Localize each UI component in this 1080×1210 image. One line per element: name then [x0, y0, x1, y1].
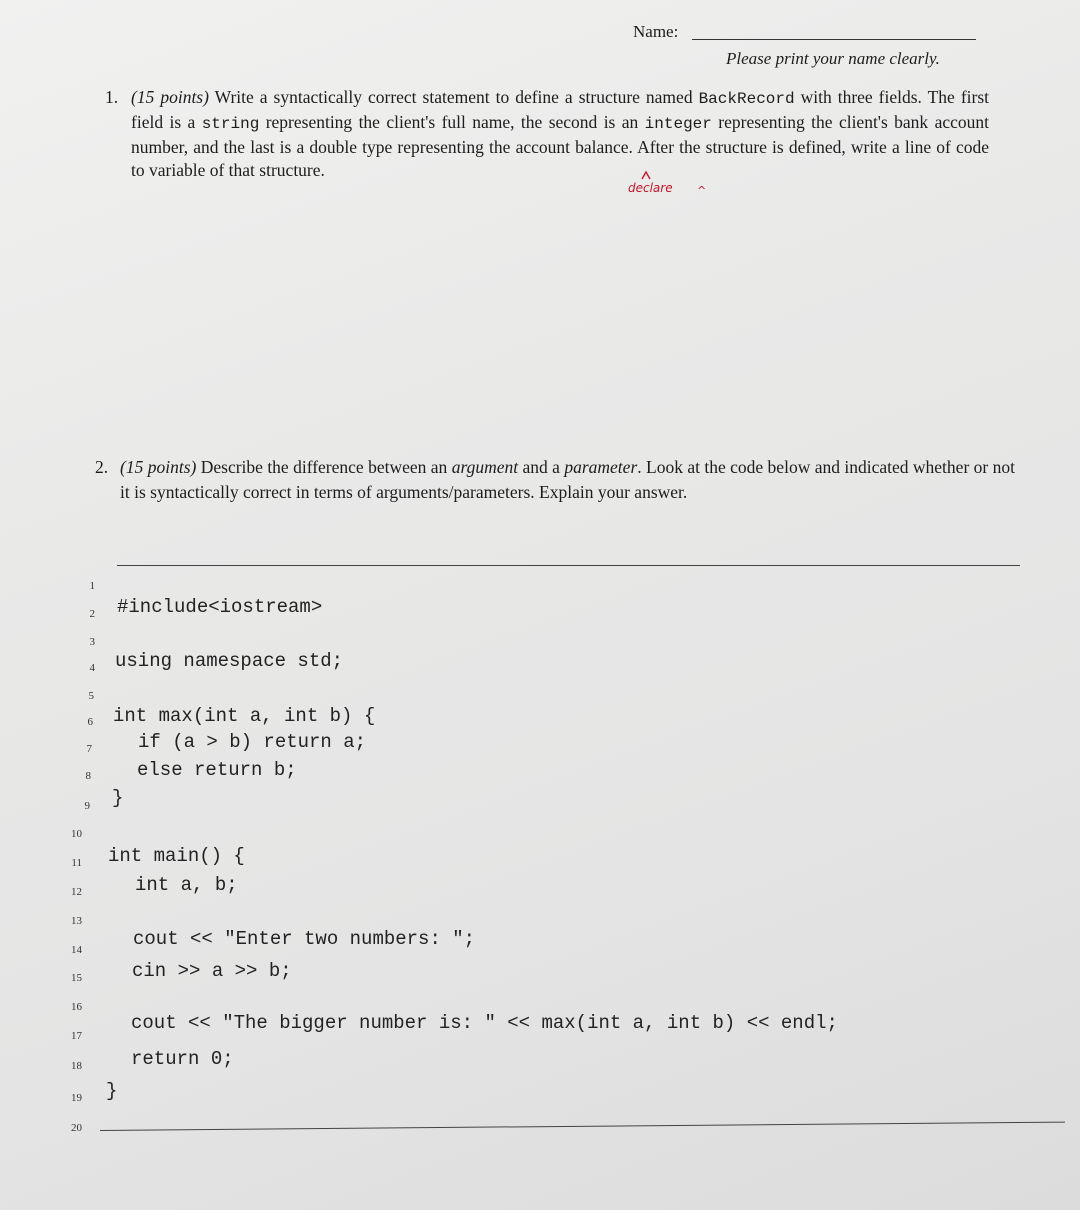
code-line: cout << "The bigger number is: " << max(int a, int b) << endl;: [131, 1012, 838, 1034]
line-number: 20: [71, 1122, 82, 1134]
question-1-number: 1.: [105, 87, 119, 107]
line-number: 13: [71, 915, 82, 927]
code-line: else return b;: [137, 759, 297, 781]
name-line: [692, 39, 976, 40]
question-1-points: (15 points): [131, 87, 209, 107]
code-line: if (a > b) return a;: [138, 731, 367, 753]
line-number: 1: [89, 580, 95, 592]
line-number: 2: [89, 608, 95, 620]
question-2-text-c: . Look at the code below and indicated whether or not it is syntactically correct in terms of arguments/parameters. Explain your answer.: [120, 457, 1015, 502]
line-number: 9: [84, 800, 90, 812]
code-line: cout << "Enter two numbers: ";: [133, 928, 476, 950]
question-1-text-e: variable of that structure.: [149, 160, 325, 180]
name-label: Name:: [633, 22, 679, 41]
line-number: 3: [89, 636, 95, 648]
code-line: return 0;: [131, 1048, 234, 1070]
code-line: int max(int a, int b) {: [113, 705, 376, 727]
line-number: 16: [71, 1001, 82, 1013]
line-number: 12: [71, 886, 82, 898]
insert-caret-icon: [641, 170, 651, 180]
question-1-text-d: representing the client's bank account number, and the last is a double type representing the account balance. After the structure is defined, write a line of code to: [131, 112, 989, 180]
line-number: 17: [71, 1030, 82, 1042]
code-line: cin >> a >> b;: [132, 960, 292, 982]
line-number: 10: [71, 828, 82, 840]
line-number: 19: [71, 1092, 82, 1104]
code-line: }: [106, 1080, 118, 1102]
question-1-code-string: string: [201, 115, 260, 133]
question-2-text: [120, 455, 1015, 505]
question-1-text-a: Write a syntactically correct statement to define a structure named: [208, 87, 699, 107]
question-1-code-backrecord: BackRecord: [698, 90, 795, 108]
line-number: 6: [87, 716, 93, 728]
question-1-text-c: representing the client's full name, the second is an: [259, 112, 645, 132]
line-number: 18: [71, 1060, 82, 1072]
line-number: 4: [89, 662, 95, 674]
handwritten-annotation: declare: [628, 181, 673, 195]
line-number: 8: [85, 770, 91, 782]
question-1-code-integer: integer: [644, 115, 712, 133]
code-top-rule: [117, 565, 1020, 566]
question-1-text-b: with three fields. The first field is a: [131, 87, 990, 132]
code-line: }: [112, 787, 124, 809]
code-bottom-rule: [100, 1122, 1065, 1131]
term-argument: argument: [451, 457, 519, 477]
name-hint: Please print your name clearly.: [726, 49, 940, 68]
question-2-text-a: Describe the difference between an: [196, 457, 452, 477]
code-line: #include<iostream>: [117, 596, 323, 618]
question-2-points: (15 points): [120, 457, 197, 477]
question-2-number: 2.: [95, 457, 109, 477]
question-1-text: [131, 86, 989, 182]
code-line: int main() {: [108, 845, 245, 867]
term-parameter: parameter: [564, 457, 638, 477]
line-number: 11: [71, 857, 82, 869]
line-number: 5: [88, 690, 94, 702]
code-line: using namespace std;: [115, 650, 344, 672]
line-number: 7: [86, 743, 92, 755]
question-2-text-b: and a: [518, 457, 565, 477]
line-number: 14: [71, 944, 82, 956]
line-number: 15: [71, 972, 82, 984]
code-line: int a, b;: [135, 874, 238, 896]
annotation-mark: ^: [697, 184, 707, 197]
